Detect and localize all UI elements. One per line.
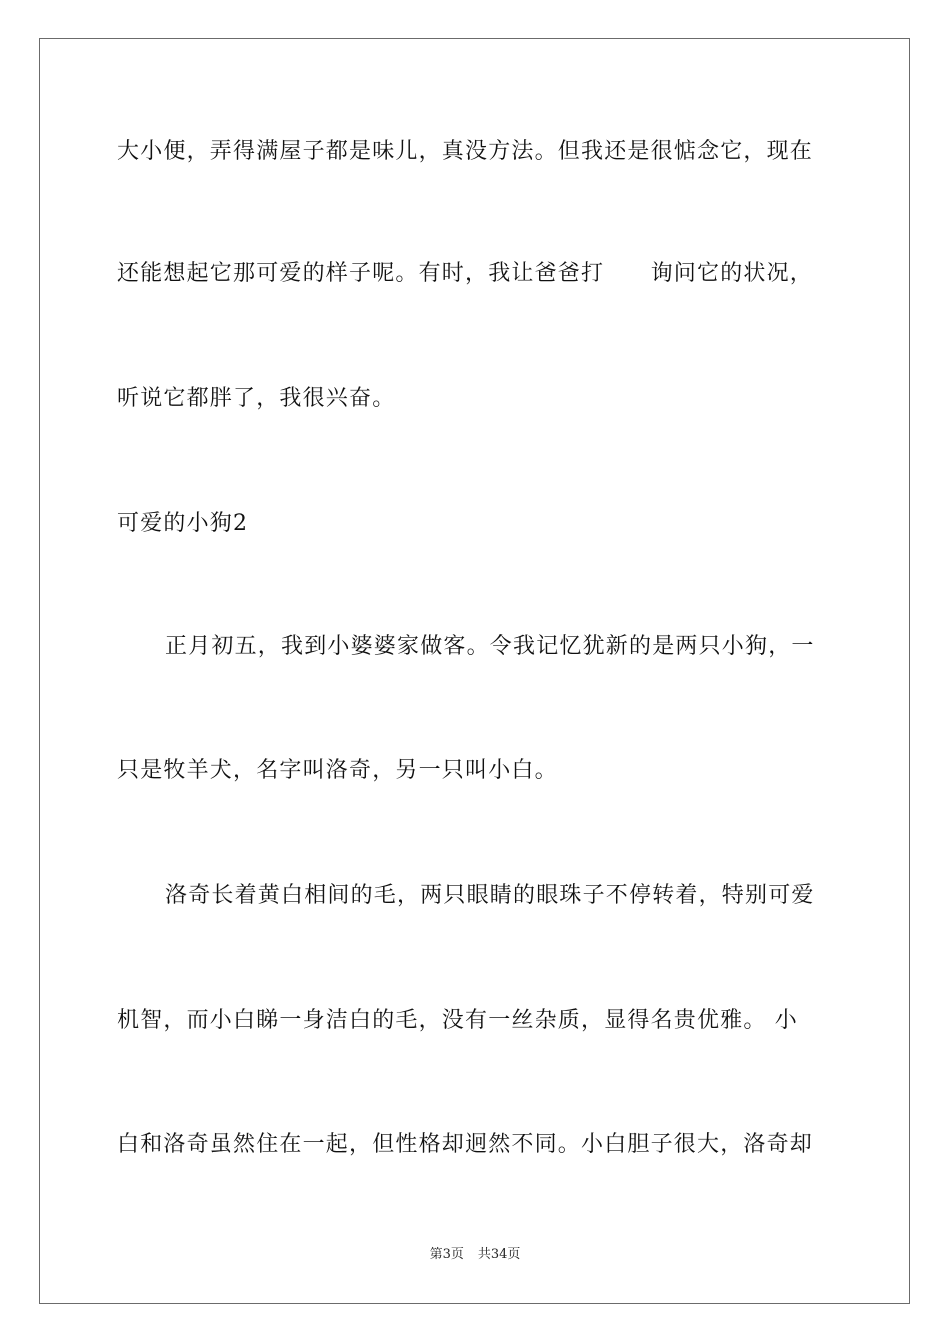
paragraph-line-2: 还能想起它那可爱的样子呢。有时，我让爸爸打 询问它的状况， (117, 261, 814, 286)
paragraph-line-8: 机智，而小白睇一身洁白的毛，没有一丝杂质，显得名贵优雅。 小 (117, 1008, 798, 1033)
paragraph-line-7: 洛奇长着黄白相间的毛，两只眼睛的眼珠子不停转着，特别可爱 (165, 883, 815, 908)
paragraph-line-5: 正月初五，我到小婆婆家做客。令我记忆犹新的是两只小狗，一 (165, 634, 815, 659)
total-pages: 共34页 (477, 1247, 521, 1262)
page-frame (39, 38, 910, 1304)
page-footer (0, 1247, 950, 1263)
page-number: 第3页 (429, 1247, 464, 1262)
paragraph-line-1: 大小便，弄得满屋子都是味儿，真没方法。但我还是很惦念它，现在 (117, 139, 814, 164)
section-title: 可爱的小狗2 (117, 511, 249, 536)
paragraph-line-9: 白和洛奇虽然住在一起，但性格却迥然不同。小白胆子很大，洛奇却 (117, 1132, 814, 1157)
paragraph-line-6: 只是牧羊犬，名字叫洛奇，另一只叫小白。 (117, 758, 558, 783)
paragraph-line-3: 听说它都胖了，我很兴奋。 (117, 386, 396, 411)
